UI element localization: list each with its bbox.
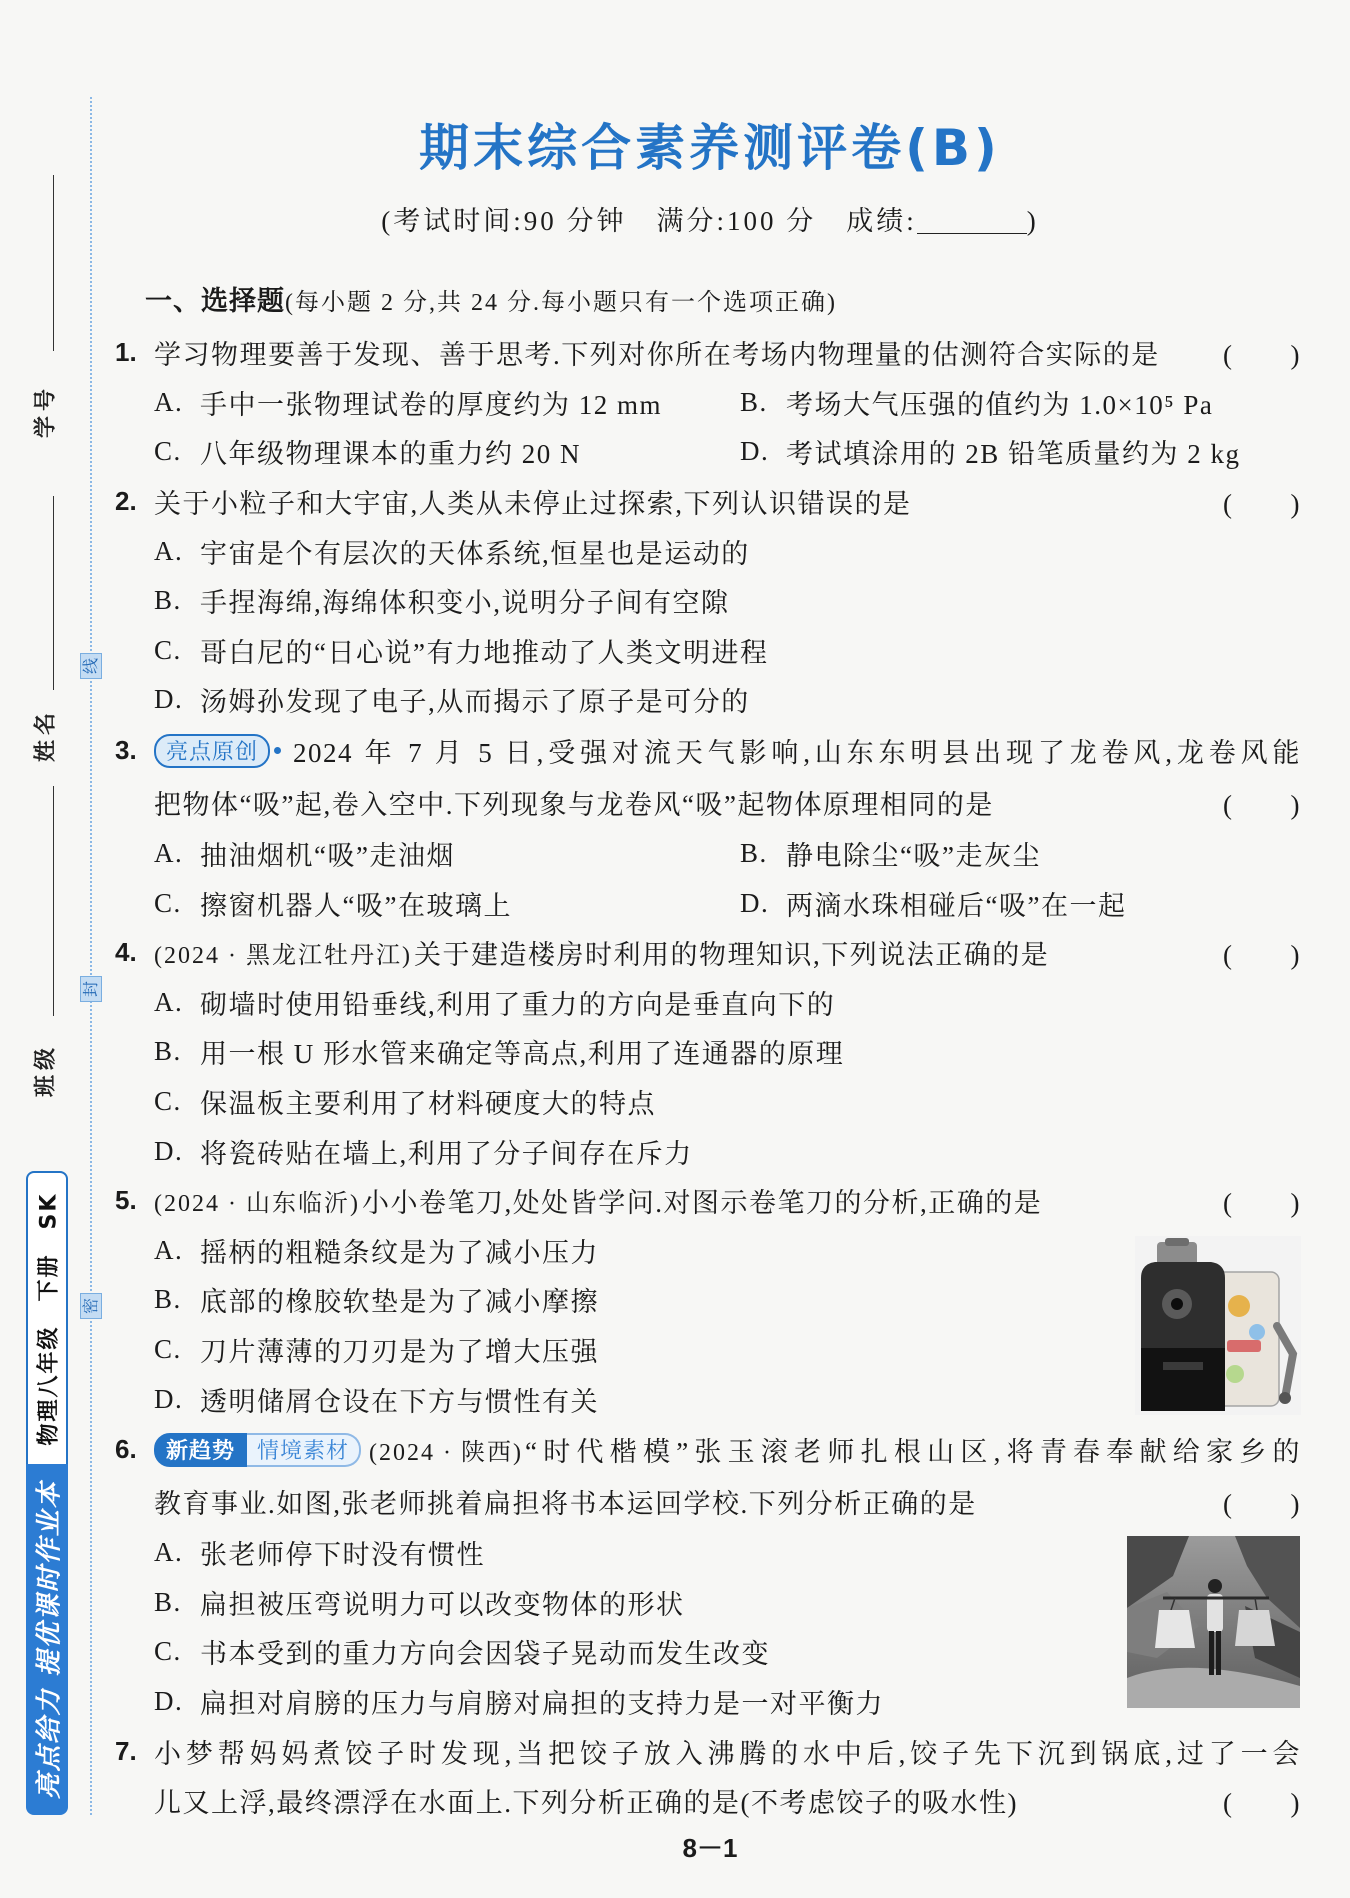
book-info-text: 物理八年级 下册 SK	[36, 1192, 62, 1445]
section-note: (每小题 2 分,共 24 分.每小题只有一个选项正确)	[285, 290, 837, 316]
option-label: B.	[740, 386, 768, 417]
option-text: 静电除尘“吸”走灰尘	[786, 841, 1041, 872]
answer-blank: ( )	[1223, 489, 1301, 520]
question-3	[115, 725, 1301, 928]
question-stem-text: 教育事业.如图,张老师挑着扁担将书本运回学校.下列分析正确的是	[154, 1489, 977, 1520]
option-label: A.	[154, 1234, 184, 1265]
option-a	[154, 532, 750, 571]
question-stem-line	[115, 1776, 1301, 1826]
question-number: 1.	[115, 337, 137, 368]
seal-dotted-line	[90, 97, 92, 1815]
question-stem-text: 2024 年 7 月 5 日,受强对流天气影响,山东东明县出现了龙卷风,龙卷风能	[293, 738, 1301, 769]
option-text: 书本受到的重力方向会因袋子晃动而发生改变	[200, 1639, 770, 1670]
option-d	[154, 1682, 884, 1721]
option-row	[115, 829, 1301, 879]
question-stem-line	[115, 725, 1301, 777]
question-stem-text: “时代楷模”张玉滚老师扎根山区,将青春奉献给家乡的	[525, 1437, 1301, 1468]
option-label: C.	[154, 436, 182, 467]
option-text: 用一根 U 形水管来确定等高点,利用了连通器的原理	[200, 1039, 845, 1070]
question-1	[115, 328, 1301, 477]
option-d	[154, 1380, 599, 1419]
option-row	[115, 878, 1301, 928]
option-label: B.	[740, 838, 768, 869]
question-stem-text: 小小卷笔刀,处处皆学问.对图示卷笔刀的分析,正确的是	[361, 1188, 1043, 1219]
name-write-line	[53, 496, 54, 690]
option-row	[115, 1275, 1301, 1325]
option-text: 两滴水珠相碰后“吸”在一起	[786, 890, 1127, 921]
badge-highlight-original: 亮点原创	[154, 734, 270, 768]
option-d	[154, 680, 750, 719]
option-label: D.	[154, 1685, 184, 1716]
option-b	[154, 581, 730, 620]
answer-blank: ( )	[1223, 1788, 1301, 1819]
option-b	[740, 383, 1213, 422]
question-source: (2024 · 陕西)	[369, 1440, 524, 1467]
class-label: 班级	[33, 1042, 59, 1098]
option-label: D.	[740, 887, 770, 918]
option-text: 将瓷砖贴在墙上,利用了分子间存在斥力	[200, 1138, 693, 1169]
question-stem-line	[115, 1424, 1301, 1476]
option-text: 扁担被压弯说明力可以改变物体的形状	[200, 1589, 685, 1620]
option-label: B.	[154, 1036, 182, 1067]
exam-info-text: (考试时间:90 分钟 满分:100 分 成绩:	[381, 206, 917, 236]
question-stem-text: 把物体“吸”起,卷入空中.下列现象与龙卷风“吸”起物体原理相同的是	[154, 790, 994, 821]
option-row	[115, 1126, 1301, 1176]
pencil-sharpener-image	[1135, 1236, 1301, 1415]
option-text: 考试填涂用的 2B 铅笔质量约为 2 kg	[786, 439, 1241, 470]
page-number: 8－1	[682, 1833, 738, 1863]
option-label: C.	[154, 1086, 182, 1117]
option-row	[115, 576, 1301, 626]
option-row	[115, 427, 1301, 477]
option-d	[154, 1132, 693, 1171]
option-label: C.	[154, 634, 182, 665]
page-title: 期末综合素养测评卷(B)	[419, 119, 1001, 177]
option-b	[740, 834, 1041, 873]
teacher-photo-image	[1127, 1536, 1300, 1708]
question-stem-line	[115, 1476, 1301, 1528]
option-text: 手捏海绵,海绵体积变小,说明分子间有空隙	[200, 588, 730, 619]
question-stem-text: 学习物理要善于发现、善于思考.下列对你所在考场内物理量的估测符合实际的是	[154, 340, 1160, 371]
option-label: C.	[154, 887, 182, 918]
question-source: (2024 · 黑龙江牡丹江)	[154, 943, 412, 970]
option-a	[154, 1533, 485, 1572]
question-stem-line	[115, 777, 1301, 829]
option-label: A.	[154, 386, 184, 417]
section-heading	[145, 284, 837, 324]
question-stem-text: 关于建造楼房时利用的物理知识,下列说法正确的是	[413, 940, 1050, 971]
option-c	[154, 884, 740, 923]
option-b	[154, 1280, 599, 1319]
answer-blank: ( )	[1223, 790, 1301, 821]
option-row	[115, 626, 1301, 676]
option-text: 宇宙是个有层次的天体系统,恒星也是运动的	[200, 538, 750, 569]
option-c	[154, 631, 768, 670]
question-stem-text: 小梦帮妈妈煮饺子时发现,当把饺子放入沸腾的水中后,饺子先下沉到锅底,过了一会	[154, 1738, 1301, 1769]
section-title: 一、选择题	[145, 286, 285, 317]
option-label: C.	[154, 1636, 182, 1667]
option-text: 砌墙时使用铅垂线,利用了重力的方向是垂直向下的	[200, 989, 836, 1020]
option-a	[154, 834, 740, 873]
question-list	[115, 328, 1301, 1825]
option-label: A.	[154, 838, 184, 869]
student-id-write-line	[53, 175, 54, 351]
question-2	[115, 477, 1301, 725]
option-row	[115, 1226, 1301, 1276]
exam-info	[115, 201, 1305, 241]
question-number: 4.	[115, 937, 137, 968]
option-text: 保温板主要利用了材料硬度大的特点	[200, 1089, 656, 1120]
option-text: 擦窗机器人“吸”在玻璃上	[200, 890, 512, 921]
option-label: A.	[154, 1537, 184, 1568]
option-row	[115, 526, 1301, 576]
option-row	[115, 1027, 1301, 1077]
question-stem-line	[115, 477, 1301, 527]
option-row	[115, 675, 1301, 725]
option-text: 透明储屑仓设在下方与惯性有关	[200, 1386, 599, 1417]
option-label: D.	[154, 684, 184, 715]
name-label: 姓名	[33, 707, 59, 763]
option-c	[154, 1082, 656, 1121]
option-label: D.	[154, 1135, 184, 1166]
option-row	[115, 1528, 1301, 1578]
badge-dot-icon	[274, 747, 281, 754]
option-a	[154, 983, 835, 1022]
option-label: D.	[740, 436, 770, 467]
option-row	[115, 1677, 1301, 1727]
question-number: 3.	[115, 735, 137, 766]
option-d	[740, 432, 1241, 471]
option-a	[154, 383, 740, 422]
option-label: B.	[154, 1284, 182, 1315]
option-text: 刀片薄薄的刀刃是为了增大压强	[200, 1336, 599, 1367]
option-row	[115, 378, 1301, 428]
option-b	[154, 1032, 844, 1071]
question-number: 5.	[115, 1185, 137, 1216]
question-stem-line	[115, 928, 1301, 978]
option-row	[115, 1627, 1301, 1677]
student-id-label: 学号	[33, 383, 59, 439]
option-text: 八年级物理课本的重力约 20 N	[200, 439, 581, 470]
option-row	[115, 1077, 1301, 1127]
option-label: A.	[154, 535, 184, 566]
question-6	[115, 1424, 1301, 1726]
option-text: 摇柄的粗糙条纹是为了减小压力	[200, 1237, 599, 1268]
question-stem-text: 儿又上浮,最终漂浮在水面上.下列分析正确的是(不考虑饺子的吸水性)	[154, 1788, 1018, 1819]
option-c	[154, 1632, 770, 1671]
option-label: D.	[154, 1383, 184, 1414]
question-stem-text: 关于小粒子和大宇宙,人类从未停止过探索,下列认识错误的是	[154, 489, 912, 520]
seal-mark-line: 线	[80, 653, 102, 679]
option-text: 张老师停下时没有惯性	[200, 1540, 485, 1571]
score-blank	[917, 205, 1027, 234]
seal-mark-close: 密	[80, 1293, 102, 1319]
answer-blank: ( )	[1223, 940, 1301, 971]
seal-mark-seal: 封	[80, 976, 102, 1002]
question-stem-line	[115, 328, 1301, 378]
answer-blank: ( )	[1223, 1188, 1301, 1219]
book-info-box	[26, 1171, 68, 1464]
class-write-line	[53, 786, 54, 1016]
option-label: C.	[154, 1333, 182, 1364]
option-text: 底部的橡胶软垫是为了减小摩擦	[200, 1287, 599, 1318]
option-label: A.	[154, 986, 184, 1017]
question-5	[115, 1176, 1301, 1424]
option-text: 哥白尼的“日心说”有力地推动了人类文明进程	[200, 637, 769, 668]
option-text: 手中一张物理试卷的厚度约为 12 mm	[200, 389, 663, 420]
option-text: 考场大气压强的值约为 1.0×10⁵ Pa	[786, 389, 1214, 420]
question-4	[115, 928, 1301, 1176]
question-stem-line	[115, 1176, 1301, 1226]
option-label: B.	[154, 1586, 182, 1617]
answer-blank: ( )	[1223, 340, 1301, 371]
option-row	[115, 978, 1301, 1028]
question-number: 2.	[115, 486, 137, 517]
question-number: 7.	[115, 1735, 137, 1766]
series-banner	[26, 1464, 68, 1815]
option-a	[154, 1231, 599, 1270]
question-source: (2024 · 山东临沂)	[154, 1191, 360, 1218]
option-row	[115, 1577, 1301, 1627]
question-stem-line	[115, 1726, 1301, 1776]
question-number: 6.	[115, 1434, 137, 1465]
option-b	[154, 1583, 685, 1622]
option-text: 抽油烟机“吸”走油烟	[200, 841, 455, 872]
badge-new-trend: 新趋势	[154, 1433, 247, 1467]
option-text: 汤姆孙发现了电子,从而揭示了原子是可分的	[200, 687, 750, 718]
option-text: 扁担对肩膀的压力与肩膀对扁担的支持力是一对平衡力	[200, 1688, 884, 1719]
series-text: 亮点给力 提优课时作业本	[34, 1479, 65, 1800]
question-7	[115, 1726, 1301, 1825]
option-row	[115, 1325, 1301, 1375]
answer-blank: ( )	[1223, 1489, 1301, 1520]
option-c	[154, 1330, 599, 1369]
badge-scenario-material: 情境素材	[247, 1433, 361, 1467]
exam-info-close: )	[1026, 206, 1039, 236]
option-c	[154, 432, 740, 471]
option-label: B.	[154, 585, 182, 616]
option-row	[115, 1374, 1301, 1424]
option-d	[740, 884, 1126, 923]
